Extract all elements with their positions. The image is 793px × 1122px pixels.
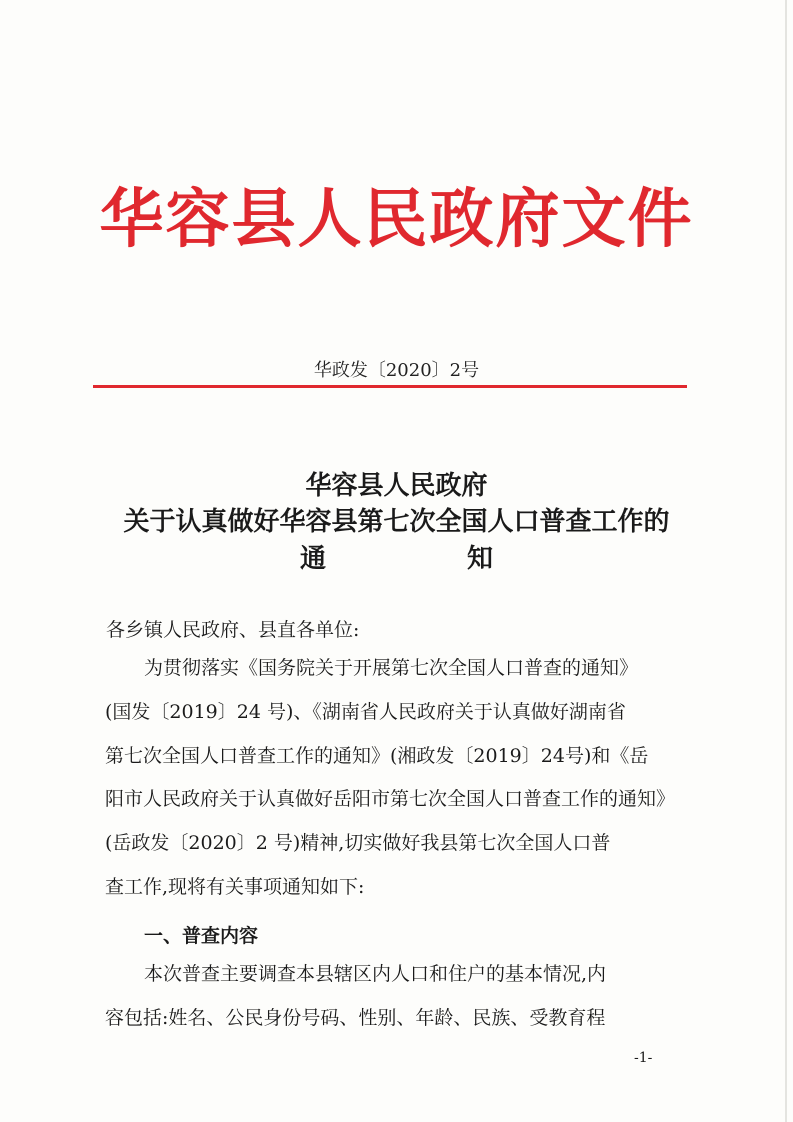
page-number: -1- <box>634 1050 653 1066</box>
paragraph-line: 为贯彻落实《国务院关于开展第七次全国人口普查的通知》 <box>144 657 639 679</box>
red-divider-line <box>93 385 687 388</box>
paragraph-line: (岳政发〔2020〕2 号)精神,切实做好我县第七次全国人口普 <box>105 832 611 854</box>
document-number: 华政发〔2020〕2号 <box>313 360 480 381</box>
notice-subject: 关于认真做好华容县第七次全国人口普查工作的 <box>123 507 670 538</box>
paragraph-line: 容包括:姓名、公民身份号码、性别、年龄、民族、受教育程 <box>105 1007 606 1029</box>
paragraph-line: 本次普查主要调查本县辖区内人口和住户的基本情况,内 <box>144 963 607 985</box>
paragraph-line: (国发〔2019〕24 号)、《湖南省人民政府关于认真做好湖南省 <box>105 701 626 723</box>
paragraph-line: 查工作,现将有关事项通知如下: <box>105 876 365 898</box>
addressee: 各乡镇人民政府、县直各单位: <box>106 619 360 641</box>
notice-title <box>0 468 793 577</box>
paragraph-line: 阳市人民政府关于认真做好岳阳市第七次全国人口普查工作的通知》 <box>105 788 676 810</box>
document-header-title: 华容县人民政府文件 <box>99 182 694 257</box>
section-heading: 一、普查内容 <box>144 925 259 947</box>
paragraph-line: 第七次全国人口普查工作的通知》(湘政发〔2019〕24号)和《岳 <box>105 745 649 767</box>
notice-type: 通 知 <box>299 543 560 574</box>
notice-issuer: 华容县人民政府 <box>305 471 488 501</box>
